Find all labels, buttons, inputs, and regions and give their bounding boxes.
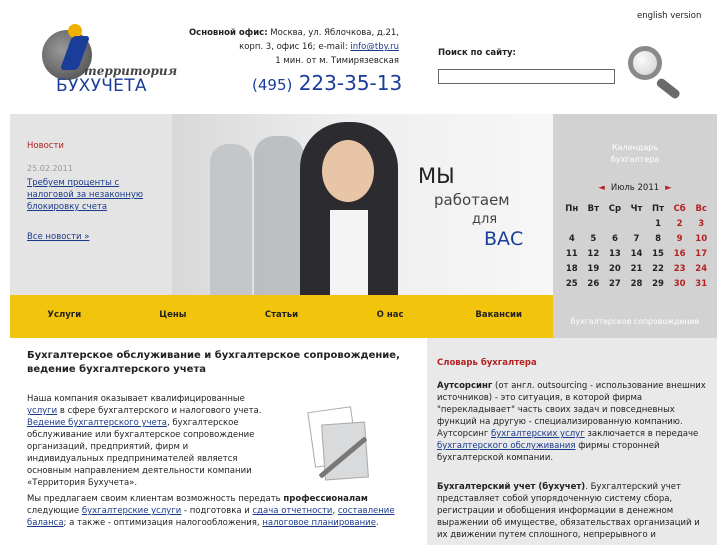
inline-link[interactable]: Ведение бухгалтерского учета [27, 418, 167, 428]
search-input[interactable] [438, 69, 615, 84]
prev-month-icon[interactable]: ◄ [598, 183, 605, 193]
page-title: Бухгалтерское обслуживание и бухгалтерское сопровождение, ведение бухгалтерского учета [27, 350, 400, 375]
header [0, 0, 727, 114]
weekday-header: Чт [630, 204, 643, 214]
contact-info [189, 26, 399, 68]
news-date: 25.02.2011 [27, 164, 73, 173]
text-segment: , бухгалтерское обслуживание или бухгалтерское сопровождение организаций, предприятий, фирм и индивидуальных предпринимателей является основным направлением деятельности компании «Территория Бухучета». [27, 418, 255, 488]
calendar-day[interactable]: 24 [695, 264, 708, 274]
banner-text-we: МЫ [418, 164, 455, 188]
calendar-day[interactable]: 3 [698, 219, 705, 229]
person-silhouette-1 [210, 144, 252, 295]
calendar-day [561, 219, 583, 229]
banner-text-work: работаем [434, 191, 510, 209]
calendar-day[interactable]: 16 [673, 249, 686, 259]
text-segment: ; а также - оптимизация налогообложения, [63, 518, 263, 528]
inline-link[interactable]: составление баланса [27, 506, 395, 528]
accountant-calendar [553, 114, 717, 338]
calendar-day[interactable]: 6 [611, 234, 618, 244]
text-segment: фирмы сторонней бухгалтерской компании. [437, 441, 660, 463]
calendar-month-nav [553, 183, 717, 193]
calendar-day [604, 219, 626, 229]
calendar-day[interactable]: 30 [673, 279, 686, 289]
news-title: Новости [27, 141, 64, 151]
services-paragraph [27, 493, 413, 529]
calendar-day[interactable]: 12 [587, 249, 600, 259]
calendar-day[interactable]: 2 [676, 219, 683, 229]
text-segment: заключается в передаче [584, 429, 699, 439]
weekday-header: Пт [652, 204, 665, 214]
news-item-link[interactable]: Требуем проценты с налоговой за незаконную блокировку счета [27, 178, 144, 212]
calendar-day[interactable]: 15 [652, 249, 664, 259]
email-link[interactable]: info@tby.ru [350, 42, 399, 52]
glossary-entry-outsourcing [437, 380, 709, 464]
text-segment: . [375, 518, 379, 528]
woman-face [322, 140, 374, 202]
calendar-day[interactable]: 1 [655, 219, 662, 229]
calendar-day[interactable]: 27 [609, 279, 621, 289]
calendar-grid [561, 204, 712, 289]
glossary-panel [427, 338, 717, 545]
logo-text-top: территория [84, 64, 178, 78]
text-segment: (от англ. outsourcing - использование внешних источников) - это ситуация, в которой фирма "перекладывает" часть своих задач и повседневных функций на другую - специализированную компанию. Аутсорсинг [437, 381, 706, 439]
main-menu [10, 295, 553, 338]
text-segment: в сфере бухгалтерского и налогового учета. [57, 406, 262, 416]
menu-item[interactable]: Вакансии [475, 310, 522, 320]
calendar-day[interactable]: 31 [695, 279, 708, 289]
calendar-day[interactable]: 23 [673, 264, 686, 274]
office-address-line2: корп. 3, офис 16; e-mail: info@tby.ru [239, 42, 399, 52]
text-segment: , [332, 506, 338, 516]
inline-link[interactable]: бухгалтерских услуг [491, 429, 585, 439]
calendar-day[interactable]: 19 [587, 264, 600, 274]
calendar-title: Календарь бухгалтера [610, 143, 660, 164]
glossary-title: Словарь бухгалтера [437, 358, 537, 368]
inline-link[interactable]: сдача отчетности [252, 506, 333, 516]
menu-item[interactable]: О нас [376, 310, 404, 320]
calendar-day[interactable]: 29 [652, 279, 664, 289]
woman-shirt [330, 210, 368, 295]
calendar-day[interactable]: 28 [630, 279, 643, 289]
calendar-day[interactable]: 25 [565, 279, 578, 289]
hero-banner [172, 114, 553, 295]
documents-icon [303, 405, 373, 495]
calendar-day [583, 219, 605, 229]
calendar-day[interactable]: 7 [633, 234, 640, 244]
intro-paragraph [27, 393, 267, 489]
banner-text-you: ВАС [484, 228, 524, 250]
weekday-header: Сб [673, 204, 686, 214]
calendar-day[interactable]: 4 [568, 234, 575, 244]
menu-item[interactable]: Услуги [47, 310, 82, 320]
bold-term: Бухгалтерский учет (бухучет) [437, 482, 586, 492]
bold-term: Аутсорсинг [437, 381, 493, 391]
english-version-link[interactable]: english version [637, 11, 702, 21]
search-button[interactable] [624, 44, 682, 96]
glossary-entry-accounting [437, 481, 709, 541]
text-segment: . Бухгалтерский учет представляет собой упорядоченную систему сбора, регистрации и обобщения информации в денежном выражении об имуществе, обязательствах организаций и их движении путем сплошного, непрерывного и [437, 482, 700, 540]
main-content [27, 349, 417, 528]
calendar-day[interactable]: 17 [695, 249, 708, 259]
weekday-header: Вт [587, 204, 600, 214]
calendar-day [626, 219, 648, 229]
inline-link[interactable]: бухгалтерского обслуживания [437, 441, 576, 451]
calendar-day[interactable]: 20 [609, 264, 621, 274]
calendar-day[interactable]: 11 [565, 249, 578, 259]
inline-link[interactable]: налоговое планирование [262, 518, 376, 528]
next-month-icon[interactable]: ► [665, 183, 672, 193]
text-segment: следующие [27, 506, 82, 516]
metro-info: 1 мин. от м. Тимирязевская [275, 56, 399, 66]
magnifier-handle [655, 77, 681, 100]
person-silhouette-2 [254, 136, 304, 295]
calendar-day[interactable]: 8 [655, 234, 662, 244]
calendar-day[interactable]: 21 [630, 264, 643, 274]
calendar-day[interactable]: 14 [630, 249, 643, 259]
text-segment: Мы предлагаем своим клиентам возможность передать [27, 494, 284, 504]
calendar-day[interactable]: 13 [609, 249, 621, 259]
inline-link[interactable]: бухгалтерские услуги [81, 506, 182, 516]
menu-item[interactable]: Статьи [264, 310, 299, 320]
inline-link[interactable]: услуги [27, 406, 58, 416]
office-address-line1: Основной офис: Москва, ул. Яблочкова, д.21, [188, 28, 399, 38]
news-panel [10, 114, 172, 295]
menu-item[interactable]: Цены [159, 310, 187, 320]
calendar-day[interactable]: 22 [652, 264, 664, 274]
banner-text-for: для [472, 212, 498, 227]
magnifier-icon [628, 46, 662, 80]
weekday-header: Вс [695, 204, 707, 214]
calendar-day[interactable]: 10 [695, 234, 708, 244]
calendar-month: Июль 2011 [610, 183, 660, 193]
calendar-day[interactable]: 18 [565, 264, 578, 274]
calendar-day[interactable]: 26 [587, 279, 600, 289]
weekday-header: Пн [565, 204, 579, 214]
phone-number: (495) 223-35-13 [252, 71, 403, 95]
calendar-day[interactable]: 5 [590, 234, 597, 244]
text-segment: Наша компания оказывает квалифицированные [27, 394, 245, 404]
bold-term: профессионалам [283, 494, 368, 504]
text-segment: - подготовка и [181, 506, 253, 516]
weekday-header: Ср [608, 204, 622, 214]
calendar-footer: бухгалтерское сопровождение [570, 317, 700, 326]
calendar-day[interactable]: 9 [676, 234, 683, 244]
logo-text-bottom: БУХУЧЕТА [56, 76, 147, 96]
search-label: Поиск по сайту: [438, 48, 516, 58]
all-news-link[interactable]: Все новости » [27, 232, 90, 242]
logo[interactable] [38, 14, 178, 104]
